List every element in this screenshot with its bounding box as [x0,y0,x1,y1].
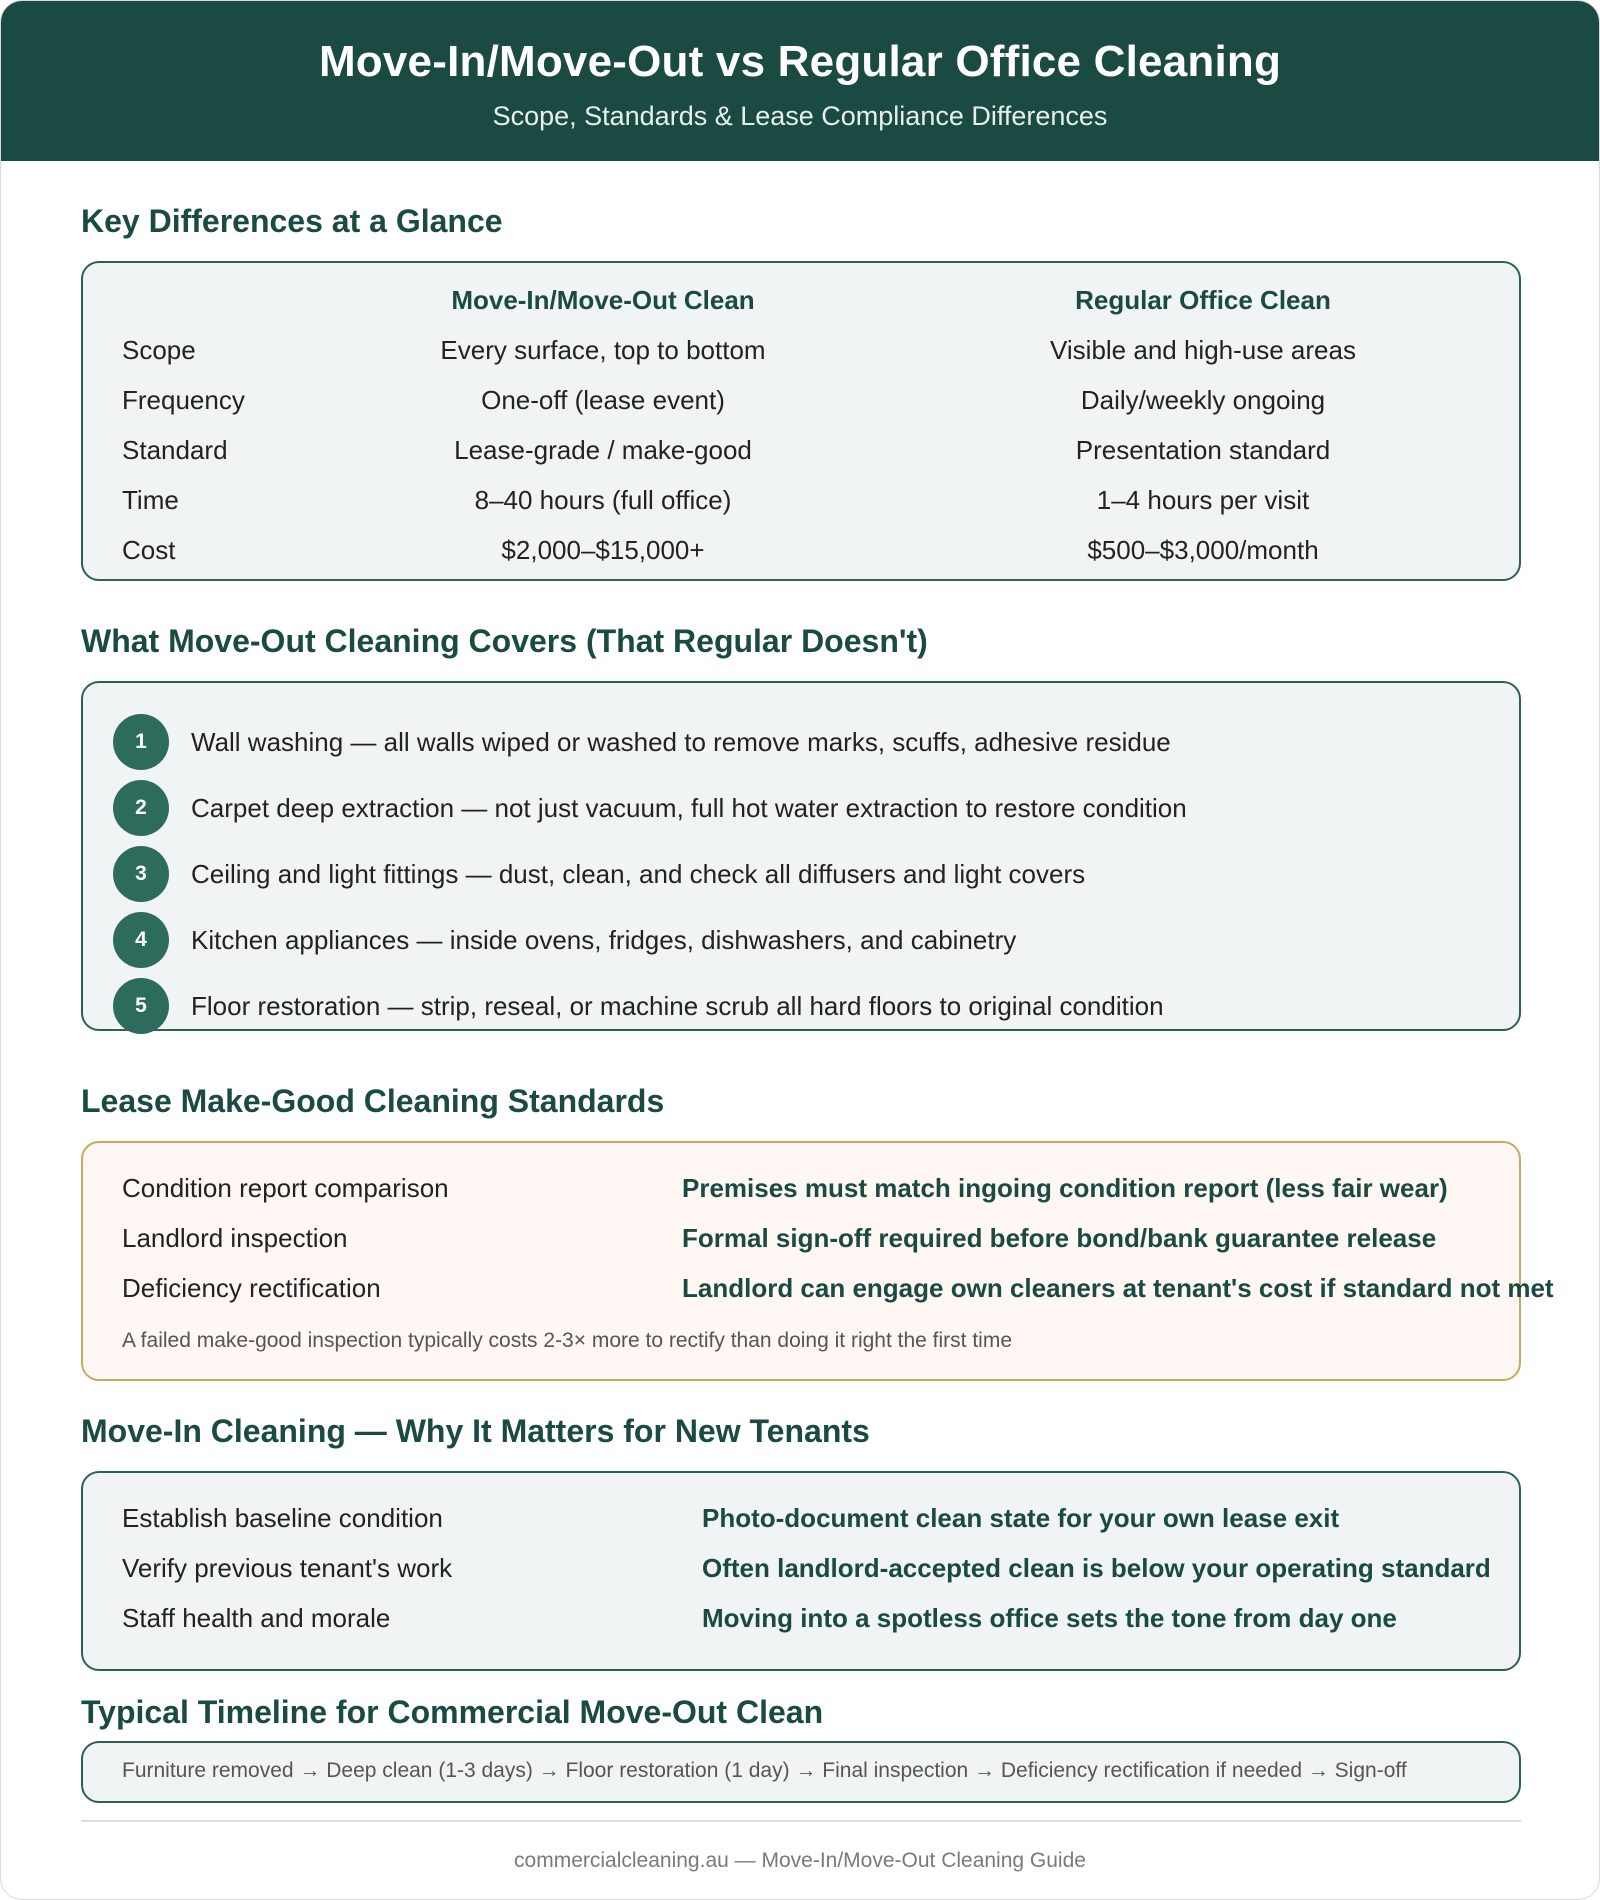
reason-label: Verify previous tenant's work [122,1553,453,1583]
step-text: Carpet deep extraction — not just vacuum, full hot water extraction to restore condition [191,792,1187,823]
move-value: $2,000–$15,000+ [501,535,705,565]
page-subtitle: Scope, Standards & Lease Compliance Differences [492,101,1108,131]
table-row [83,535,1519,575]
row-label: Frequency [122,385,245,415]
standard-value: Formal sign-off required before bond/bank guarantee release [682,1223,1437,1253]
move-value: One-off (lease event) [481,385,725,415]
list-item [113,846,1085,902]
table-row [83,435,1519,475]
table-row [83,385,1519,425]
step-number-badge: 1 [113,714,169,770]
key-differences-title: Key Differences at a Glance [81,203,503,239]
standard-row [83,1223,1519,1263]
table-header-move: Move-In/Move-Out Clean [451,285,755,315]
standard-label: Landlord inspection [122,1223,348,1253]
reason-row [83,1503,1519,1543]
step-number-badge: 2 [113,780,169,836]
move-value: Every surface, top to bottom [440,335,766,365]
row-label: Standard [122,435,228,465]
row-label: Scope [122,335,196,365]
regular-value: 1–4 hours per visit [1096,485,1310,515]
step-number-badge: 5 [113,978,169,1034]
regular-value: Presentation standard [1075,435,1331,465]
timeline-panel [81,1741,1521,1803]
list-item [113,780,1187,836]
step-text: Ceiling and light fittings — dust, clean, and check all diffusers and light covers [191,858,1086,889]
row-label: Cost [122,535,176,565]
move-out-covers-list [81,681,1521,1031]
make-good-panel [81,1141,1554,1381]
regular-value: Visible and high-use areas [1050,335,1356,365]
make-good-title: Lease Make-Good Cleaning Standards [81,1083,665,1119]
standard-label: Deficiency rectification [122,1273,381,1303]
footer-credit: commercialcleaning.au — Move-In/Move-Out Cleaning Guide [514,1849,1086,1872]
key-differences-table [81,261,1521,581]
reason-value: Photo-document clean state for your own lease exit [702,1503,1340,1533]
row-label: Time [122,485,179,515]
page-title: Move-In/Move-Out vs Regular Office Cleaning [318,37,1282,86]
reason-value: Often landlord-accepted clean is below your operating standard [702,1553,1491,1583]
step-number-badge: 4 [113,912,169,968]
timeline-title: Typical Timeline for Commercial Move-Out Clean [81,1694,824,1730]
standard-row [83,1173,1519,1213]
reason-row [83,1603,1519,1643]
step-text: Floor restoration — strip, reseal, or machine scrub all hard floors to original condition [191,990,1164,1021]
list-item [113,714,1171,770]
move-in-title: Move-In Cleaning — Why It Matters for New Tenants [81,1413,870,1449]
regular-value: $500–$3,000/month [1087,535,1319,565]
step-text: Kitchen appliances — inside ovens, fridges, dishwashers, and cabinetry [191,924,1017,955]
make-good-note: A failed make-good inspection typically costs 2-3× more to rectify than doing it right the first time [122,1329,1013,1352]
standard-row [83,1273,1554,1313]
reason-row [83,1553,1519,1593]
step-text: Wall washing — all walls wiped or washed to remove marks, scuffs, adhesive residue [191,726,1171,757]
list-item [113,912,1016,968]
move-in-panel [81,1471,1521,1671]
standard-value: Landlord can engage own cleaners at tenant's cost if standard not met [682,1273,1554,1303]
timeline-steps: Furniture removed → Deep clean (1-3 days) → Floor restoration (1 day) → Final inspection → Deficiency rectification if needed → Sign-off [122,1759,1407,1782]
standard-label: Condition report comparison [122,1173,449,1203]
table-header-row [83,285,1519,325]
table-row [83,485,1519,525]
page-header [1,1,1599,161]
move-out-covers-title: What Move-Out Cleaning Covers (That Regular Doesn't) [81,623,928,659]
reason-label: Staff health and morale [122,1603,391,1633]
move-value: 8–40 hours (full office) [474,485,732,515]
move-value: Lease-grade / make-good [454,435,752,465]
reason-label: Establish baseline condition [122,1503,443,1533]
list-item [113,978,1164,1034]
regular-value: Daily/weekly ongoing [1080,385,1326,415]
reason-value: Moving into a spotless office sets the tone from day one [702,1603,1397,1633]
footer-divider [81,1820,1521,1822]
table-header-regular: Regular Office Clean [1075,285,1331,315]
table-row [83,335,1519,375]
step-number-badge: 3 [113,846,169,902]
standard-value: Premises must match ingoing condition report (less fair wear) [682,1173,1448,1203]
